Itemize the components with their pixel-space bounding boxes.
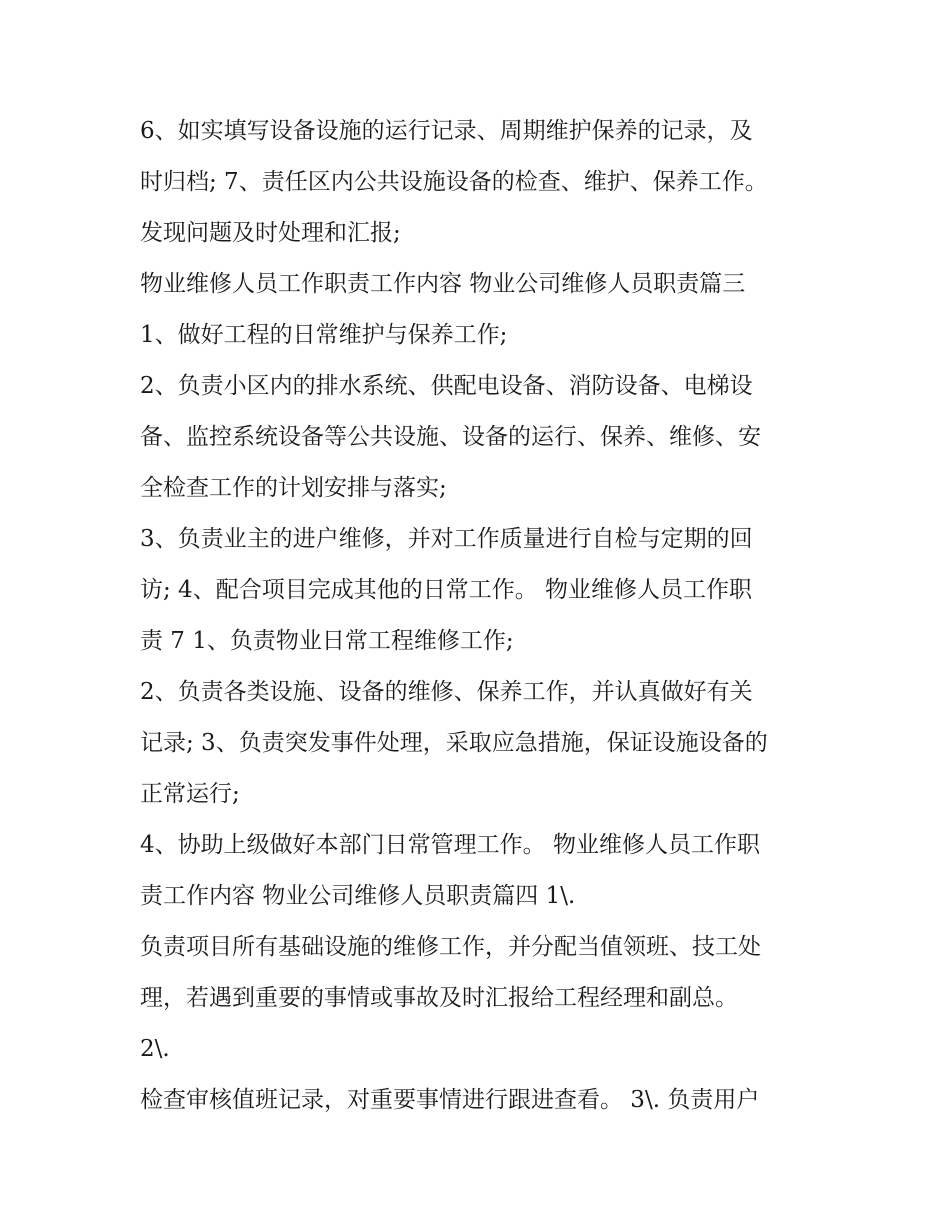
- text-line: 访; 4、配合项目完成其他的日常工作。 物业维修人员工作职: [140, 577, 753, 603]
- text-line: 责 7 1、负责物业日常工程维修工作;: [140, 628, 514, 654]
- document-body: [140, 110, 820, 1130]
- text-line: 时归档; 7、责任区内公共设施设备的检查、维护、保养工作。: [140, 169, 768, 195]
- text-line: 备、监控系统设备等公共设施、设备的运行、保养、维修、安: [140, 424, 761, 450]
- text-line: 物业维修人员工作职责工作内容 物业公司维修人员职责篇三: [140, 271, 746, 297]
- text-line: 6、如实填写设备设施的运行记录、周期维护保养的记录，及: [140, 118, 753, 144]
- text-line: 正常运行;: [140, 781, 240, 807]
- text-line: 记录; 3、负责突发事件处理，采取应急措施，保证设施设备的: [140, 730, 768, 756]
- text-line: 1、做好工程的日常维护与保养工作;: [140, 322, 508, 348]
- text-line: 2\.: [140, 1036, 170, 1062]
- text-line: 全检查工作的计划安排与落实;: [140, 475, 447, 501]
- text-line: 责工作内容 物业公司维修人员职责篇四 1\.: [140, 883, 576, 909]
- text-line: 4、协助上级做好本部门日常管理工作。 物业维修人员工作职: [140, 832, 760, 858]
- text-line: 发现问题及时处理和汇报;: [140, 220, 401, 246]
- text-line: 检查审核值班记录，对重要事情进行跟进查看。 3\. 负责用户: [140, 1087, 760, 1113]
- text-line: 2、负责各类设施、设备的维修、保养工作，并认真做好有关: [140, 679, 753, 705]
- text-line: 2、负责小区内的排水系统、供配电设备、消防设备、电梯设: [140, 373, 753, 399]
- text-line: 3、负责业主的进户维修，并对工作质量进行自检与定期的回: [140, 526, 753, 552]
- text-line: 理，若遇到重要的事情或事故及时汇报给工程经理和副总。: [140, 985, 738, 1011]
- text-line: 负责项目所有基础设施的维修工作，并分配当值领班、技工处: [140, 934, 761, 960]
